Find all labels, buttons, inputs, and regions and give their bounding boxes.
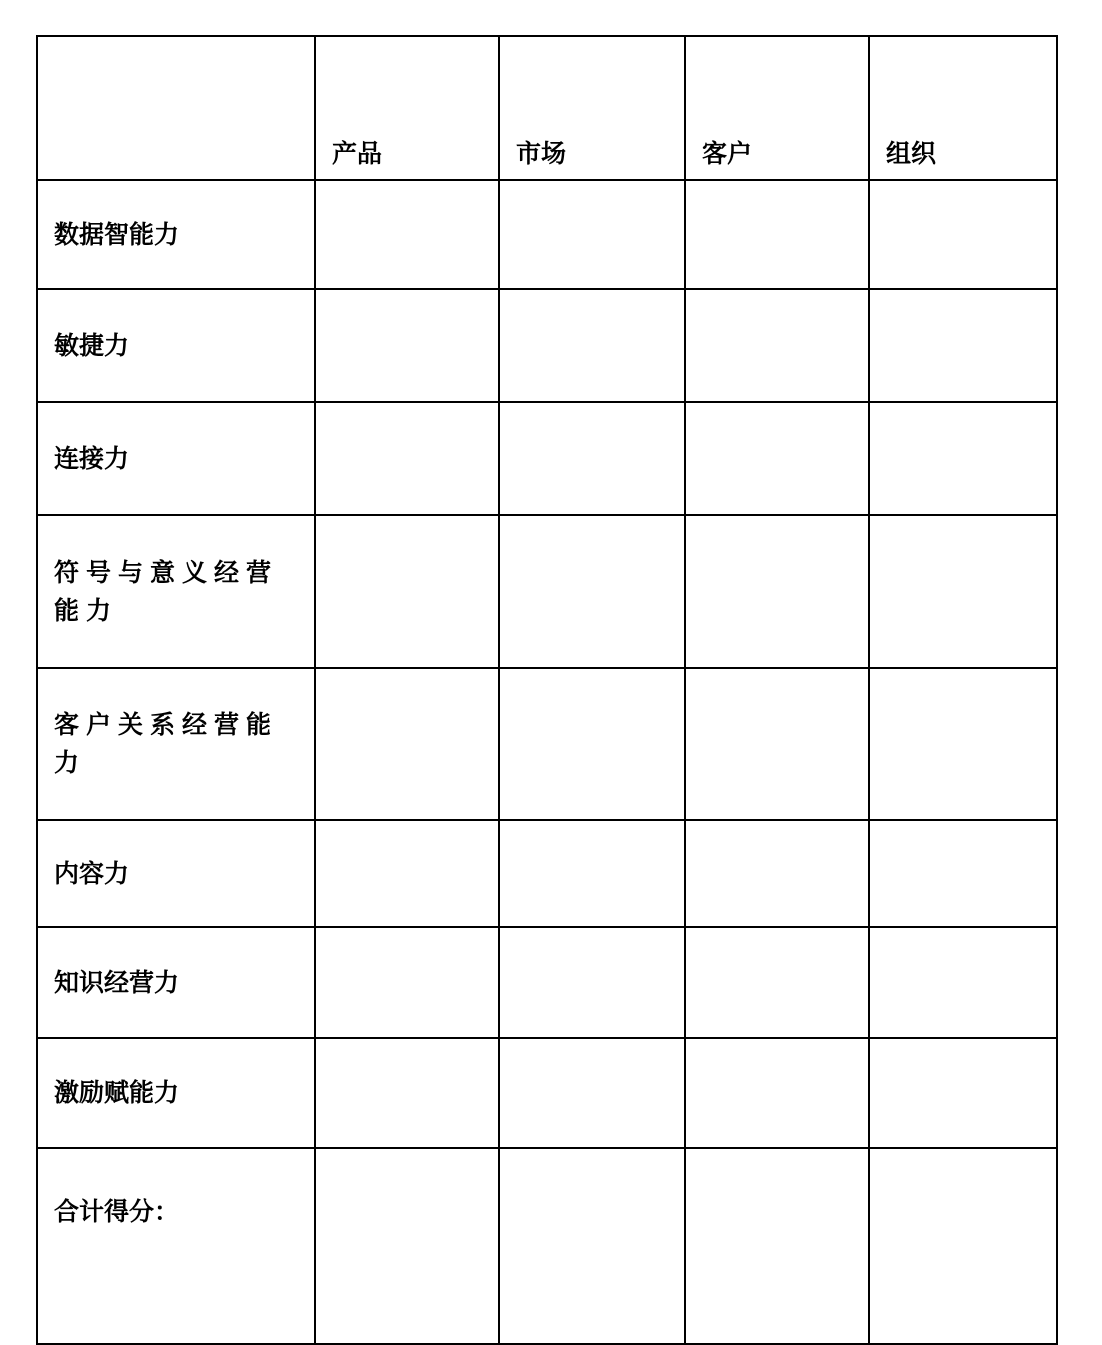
score-cell[interactable] — [869, 289, 1057, 402]
score-cell[interactable] — [499, 515, 685, 668]
total-score-cell[interactable] — [869, 1148, 1057, 1344]
score-cell[interactable] — [869, 515, 1057, 668]
column-header-product: 产品 — [315, 36, 499, 180]
table-row — [37, 820, 1057, 927]
score-cell[interactable] — [685, 180, 869, 289]
row-label: 数据智能力 — [37, 180, 315, 289]
score-cell[interactable] — [685, 927, 869, 1038]
score-cell[interactable] — [315, 668, 499, 820]
row-label: 客户关系经营能力 — [37, 668, 315, 820]
row-label: 内容力 — [37, 820, 315, 927]
score-cell[interactable] — [869, 927, 1057, 1038]
score-cell[interactable] — [685, 820, 869, 927]
row-label: 连接力 — [37, 402, 315, 515]
row-label: 激励赋能力 — [37, 1038, 315, 1148]
score-cell[interactable] — [869, 402, 1057, 515]
score-cell[interactable] — [685, 289, 869, 402]
table-row — [37, 180, 1057, 289]
score-cell[interactable] — [869, 820, 1057, 927]
score-cell[interactable] — [315, 1038, 499, 1148]
row-label: 敏捷力 — [37, 289, 315, 402]
column-header-market: 市场 — [499, 36, 685, 180]
table-row — [37, 402, 1057, 515]
score-cell[interactable] — [685, 1038, 869, 1148]
score-cell[interactable] — [499, 402, 685, 515]
score-cell[interactable] — [315, 402, 499, 515]
score-cell[interactable] — [685, 515, 869, 668]
table-row — [37, 1038, 1057, 1148]
capability-evaluation-table — [36, 35, 1058, 1345]
total-score-cell[interactable] — [499, 1148, 685, 1344]
score-cell[interactable] — [315, 820, 499, 927]
score-cell[interactable] — [499, 180, 685, 289]
score-cell[interactable] — [499, 820, 685, 927]
score-cell[interactable] — [315, 515, 499, 668]
table-row — [37, 515, 1057, 668]
column-header-organization: 组织 — [869, 36, 1057, 180]
score-cell[interactable] — [869, 1038, 1057, 1148]
row-label: 知识经营力 — [37, 927, 315, 1038]
total-row — [37, 1148, 1057, 1344]
column-header-customer: 客户 — [685, 36, 869, 180]
score-cell[interactable] — [315, 289, 499, 402]
table-row — [37, 289, 1057, 402]
score-cell[interactable] — [685, 402, 869, 515]
score-cell[interactable] — [315, 927, 499, 1038]
score-cell[interactable] — [499, 927, 685, 1038]
table-row — [37, 668, 1057, 820]
score-cell[interactable] — [315, 180, 499, 289]
score-cell[interactable] — [869, 668, 1057, 820]
table-row — [37, 927, 1057, 1038]
score-cell[interactable] — [869, 180, 1057, 289]
corner-cell — [37, 36, 315, 180]
header-row — [37, 36, 1057, 180]
total-score-cell[interactable] — [315, 1148, 499, 1344]
row-label: 符号与意义经营能力 — [37, 515, 315, 668]
score-cell[interactable] — [499, 289, 685, 402]
total-score-label: 合计得分： — [37, 1148, 315, 1344]
total-score-cell[interactable] — [685, 1148, 869, 1344]
score-cell[interactable] — [685, 668, 869, 820]
score-cell[interactable] — [499, 1038, 685, 1148]
score-cell[interactable] — [499, 668, 685, 820]
